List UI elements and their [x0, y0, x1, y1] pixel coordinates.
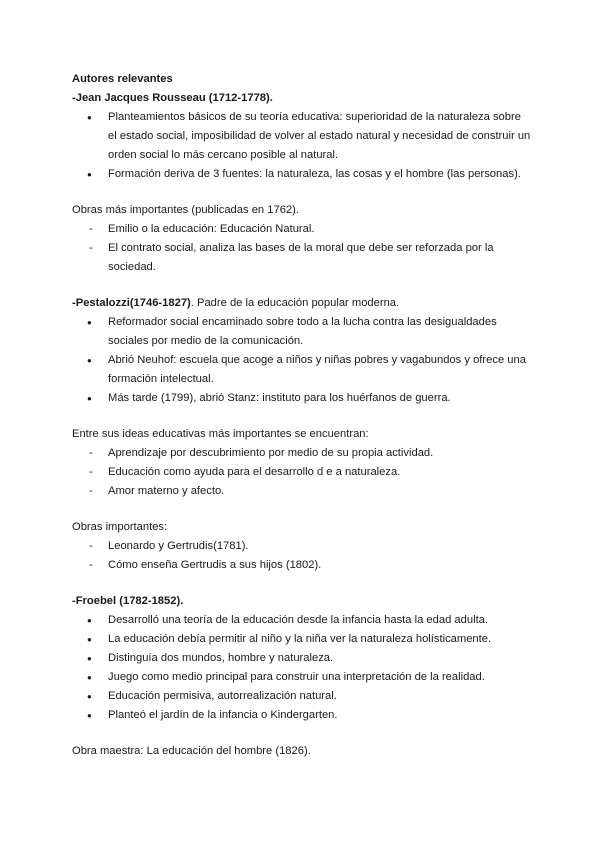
rousseau-works-intro: Obras más importantes (publicadas en 1762).: [72, 204, 299, 216]
pestalozzi-works-intro: Obras importantes:: [72, 521, 168, 533]
pestalozzi-name: -Pestalozzi(1746-1827): [72, 297, 191, 309]
rousseau-bullets: [72, 108, 532, 184]
list-item: ● Planteó el jardín de la infancia o Kindergarten.: [72, 706, 532, 725]
pestalozzi-ideas-intro: Entre sus ideas educativas más importantes se encuentran:: [72, 428, 369, 440]
pestalozzi-bullets: [72, 313, 532, 408]
list-item: - Emilio o la educación: Educación Natural.: [72, 220, 532, 239]
list-item: ● Desarrolló una teoría de la educación desde la infancia hasta la edad adulta.: [72, 611, 532, 630]
list-item: - Aprendizaje por descubrimiento por medio de su propia actividad.: [72, 444, 532, 463]
list-item: ● La educación debía permitir al niño y la niña ver la naturaleza holísticamente.: [72, 630, 532, 649]
list-item: ● Educación permisiva, autorrealización natural.: [72, 687, 532, 706]
list-item: - Amor materno y afecto.: [72, 482, 532, 501]
pestalozzi-title: [72, 294, 532, 313]
froebel-masterwork: Obra maestra: La educación del hombre (1826).: [72, 745, 311, 757]
list-item: - Cómo enseña Gertrudis a sus hijos (1802).: [72, 556, 532, 575]
pestalozzi-subtitle: . Padre de la educación popular moderna.: [190, 297, 400, 309]
pestalozzi-works: [72, 537, 532, 575]
rousseau-works: [72, 220, 532, 277]
pestalozzi-ideas: [72, 444, 532, 501]
froebel-title: -Froebel (1782-1852).: [72, 595, 184, 607]
list-item: ● Distinguía dos mundos, hombre y naturaleza.: [72, 649, 532, 668]
list-item: ● Formación deriva de 3 fuentes: la naturaleza, las cosas y el hombre (las personas).: [72, 165, 532, 184]
list-item: ● Planteamientos básicos de su teoría educativa: superioridad de la naturaleza sobre el estado social, imposibilidad de volver al estado natural y necesidad de construir un orden social lo más cercano posible al natural.: [72, 108, 532, 165]
list-item: ● Juego como medio principal para construir una interpretación de la realidad.: [72, 668, 532, 687]
section-heading: Autores relevantes: [72, 73, 173, 85]
list-item: ● Reformador social encaminado sobre todo a la lucha contra las desigualdades sociales por medio de la comunicación.: [72, 313, 532, 351]
rousseau-title: -Jean Jacques Rousseau (1712-1778).: [72, 92, 273, 104]
list-item: - Educación como ayuda para el desarrollo d e a naturaleza.: [72, 463, 532, 482]
document-page: [72, 70, 532, 761]
list-item: ● Abrió Neuhof: escuela que acoge a niños y niñas pobres y vagabundos y ofrece una formación intelectual.: [72, 351, 532, 389]
froebel-bullets: [72, 611, 532, 725]
list-item: - El contrato social, analiza las bases de la moral que debe ser reforzada por la sociedad.: [72, 239, 532, 277]
list-item: ● Más tarde (1799), abrió Stanz: instituto para los huérfanos de guerra.: [72, 389, 532, 408]
list-item: - Leonardo y Gertrudis(1781).: [72, 537, 532, 556]
